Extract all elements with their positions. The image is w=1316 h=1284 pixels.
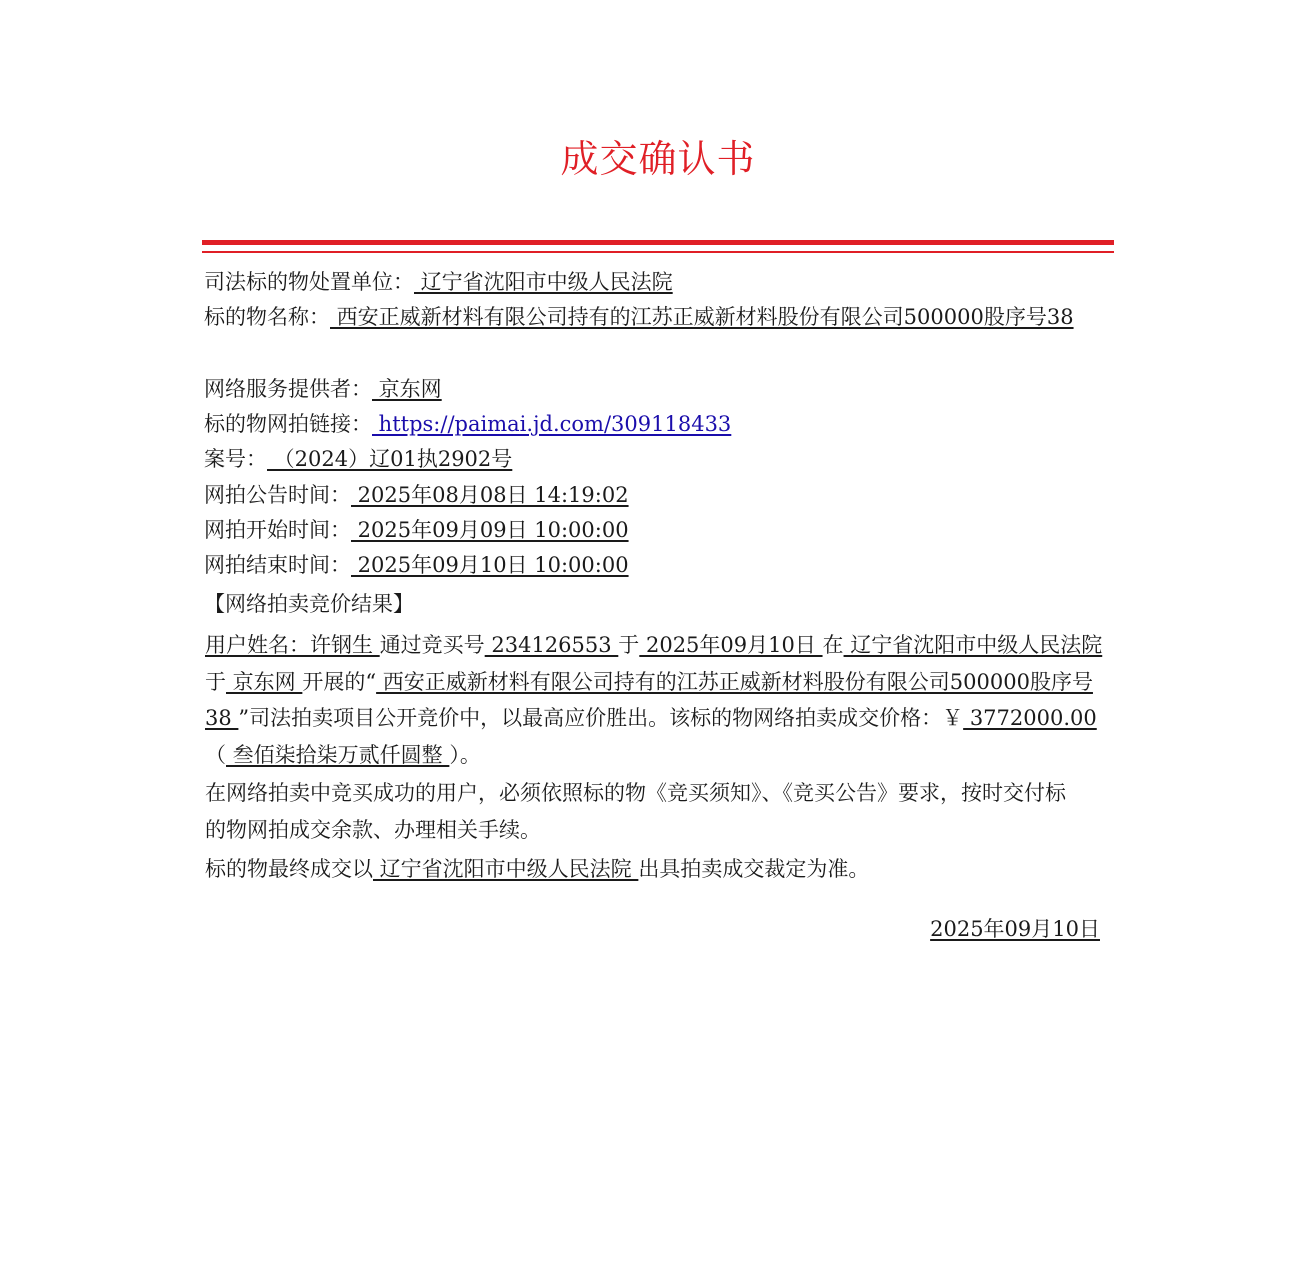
deal-price: 3772000.00	[963, 706, 1097, 730]
document-title: 成交确认书	[560, 137, 756, 181]
result-subject: 西安正威新材料有限公司持有的江苏正威新材料股份有限公司500000股序号38	[205, 669, 1093, 730]
result-text-3: 在	[822, 633, 844, 657]
court-label: 司法标的物处置单位：	[204, 270, 414, 294]
announce-time-value: 2025年08月08日 14:19:02	[351, 483, 629, 507]
header-rule-thick	[202, 240, 1114, 245]
deal-date: 2025年09月10日	[639, 633, 823, 657]
start-time-label: 网拍开始时间：	[204, 518, 351, 542]
result-court: 辽宁省沈阳市中级人民法院	[843, 633, 1103, 657]
end-time-field	[204, 547, 1114, 583]
final-paragraph	[205, 851, 1115, 888]
final-court: 辽宁省沈阳市中级人民法院	[373, 857, 639, 881]
result-heading: 【网络拍卖竞价结果】	[204, 592, 414, 616]
case-field	[204, 441, 1114, 477]
result-text-6: ”司法拍卖项目公开竞价中，以最高应价胜出。该标的物网络拍卖成交价格：￥	[238, 706, 964, 730]
final-text-2: 出具拍卖成交裁定为准。	[638, 857, 870, 881]
provider-value: 京东网	[372, 377, 442, 401]
start-time-value: 2025年09月09日 10:00:00	[351, 518, 629, 542]
case-value: （2024）辽01执2902号	[267, 447, 513, 471]
result-text-2: 于	[618, 633, 640, 657]
result-text-1: 通过竞买号	[379, 633, 485, 657]
bid-number: 234126553	[484, 633, 619, 657]
result-paragraph	[205, 627, 1115, 773]
subject-field	[204, 299, 1114, 335]
end-time-label: 网拍结束时间：	[204, 553, 351, 577]
link-field	[204, 406, 1114, 442]
deal-price-words: 叁佰柒拾柒万贰仟圆整	[226, 742, 450, 767]
subject-value: 西安正威新材料有限公司持有的江苏正威新材料股份有限公司500000股序号38	[330, 305, 1074, 329]
notice-paragraph: 在网络拍卖中竞买成功的用户，必须依照标的物《竞买须知》、《竞买公告》要求，按时交付标的物网拍成交余款、办理相关手续。	[205, 781, 1066, 842]
signature-date: 2025年09月10日	[930, 917, 1100, 941]
provider-field	[204, 371, 1114, 407]
result-text-4: 于	[205, 669, 226, 694]
end-time-value: 2025年09月10日 10:00:00	[351, 553, 629, 577]
buyer-name: 用户姓名：许钢生	[205, 633, 380, 657]
final-text-1: 标的物最终成交以	[205, 857, 373, 881]
announce-time-label: 网拍公告时间：	[204, 483, 351, 507]
court-value: 辽宁省沈阳市中级人民法院	[414, 270, 673, 294]
result-text-5: 开展的“	[302, 669, 377, 694]
provider-label: 网络服务提供者：	[204, 377, 372, 401]
auction-link[interactable]: https://paimai.jd.com/309118433	[372, 412, 732, 436]
start-time-field	[204, 512, 1114, 548]
result-text-8: ）。	[449, 742, 481, 767]
result-text-7: （	[205, 742, 226, 767]
link-label: 标的物网拍链接：	[204, 412, 372, 436]
court-field	[204, 264, 1114, 300]
announce-time-field	[204, 477, 1114, 513]
case-label: 案号：	[204, 447, 267, 471]
result-platform: 京东网	[226, 669, 303, 694]
subject-label: 标的物名称：	[204, 305, 330, 329]
header-rule-thin	[202, 251, 1114, 253]
